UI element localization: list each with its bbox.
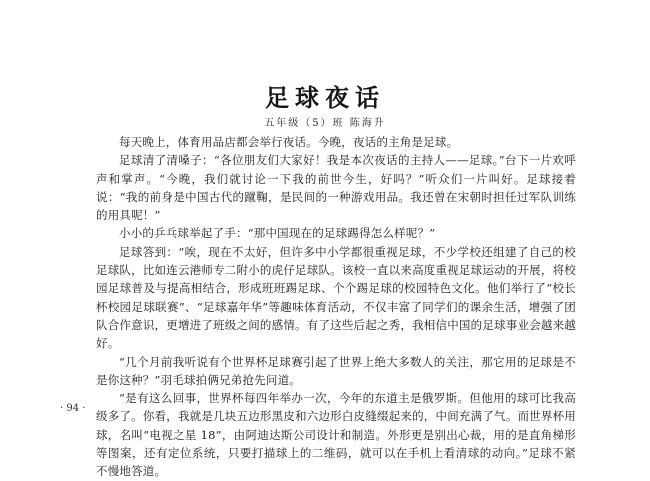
article-body (96, 133, 576, 481)
article-byline: 五年级（5）班 陈海升 (264, 118, 386, 129)
page-number: · 94 · (60, 403, 86, 414)
paragraph: 小小的乒乓球举起了手：“那中国现在的足球踢得怎么样呢？” (119, 226, 436, 241)
paragraph: 每天晚上，体育用品店都会举行夜话。今晚，夜话的主角是足球。 (119, 135, 459, 149)
paragraph: 足球答到：“唉，现在不太好，但许多中小学都很重视足球，不少学校还组建了自己的校足球队，比如连云港师专二附小的虎仔足球队。该校一直以来高度重视足球运动的开展，将校园足球普及与提高相结合，形成班班踢足球、个个踢足球的校园特色文化。他们举行了“校长杯校园足球联赛”、“足球嘉年华”等趣味体育活动，不仅丰富了同学们的课余生活，增强了团队合作意识，更增进了班级之间的感情。有了这些后起之秀，我相信中国的足球事业会越来越好。 (96, 244, 576, 351)
article-title: 足球夜话 (265, 84, 385, 112)
paragraph: “是有这么回事，世界杯每四年举办一次，今年的东道主是俄罗斯。但他用的球可比我高级多了。你看，我就是几块五边形黑皮和六边形白皮缝缀起来的，中间充满了气。而世界杯用球，名叫“电视之星 18”，由阿迪达斯公司设计和制造。外形更是别出心裁，用的是直角梯形等图案，还有定位系统，只要打描球上的二维码，就可以在手机上看清球的动向。”足球不紧不慢地答道。 (96, 391, 576, 479)
paragraph: 足球清了清嗓子：“各位朋友们大家好！我是本次夜话的主持人——足球。”台下一片欢呼声和掌声。“今晚，我们就讨论一下我的前世今生，好吗？”听众们一片叫好。足球接着说：“我的前身是中国古代的蹴鞠，是民间的一种游戏用品。我还曾在宋朝时担任过军队训练的用具呢！” (96, 153, 576, 223)
paragraph: “几个月前我听说有个世界杯足球赛引起了世界上绝大多数人的关注，那它用的足球是不是你这种？”羽毛球拍俩兄弟抢先问道。 (96, 354, 576, 387)
